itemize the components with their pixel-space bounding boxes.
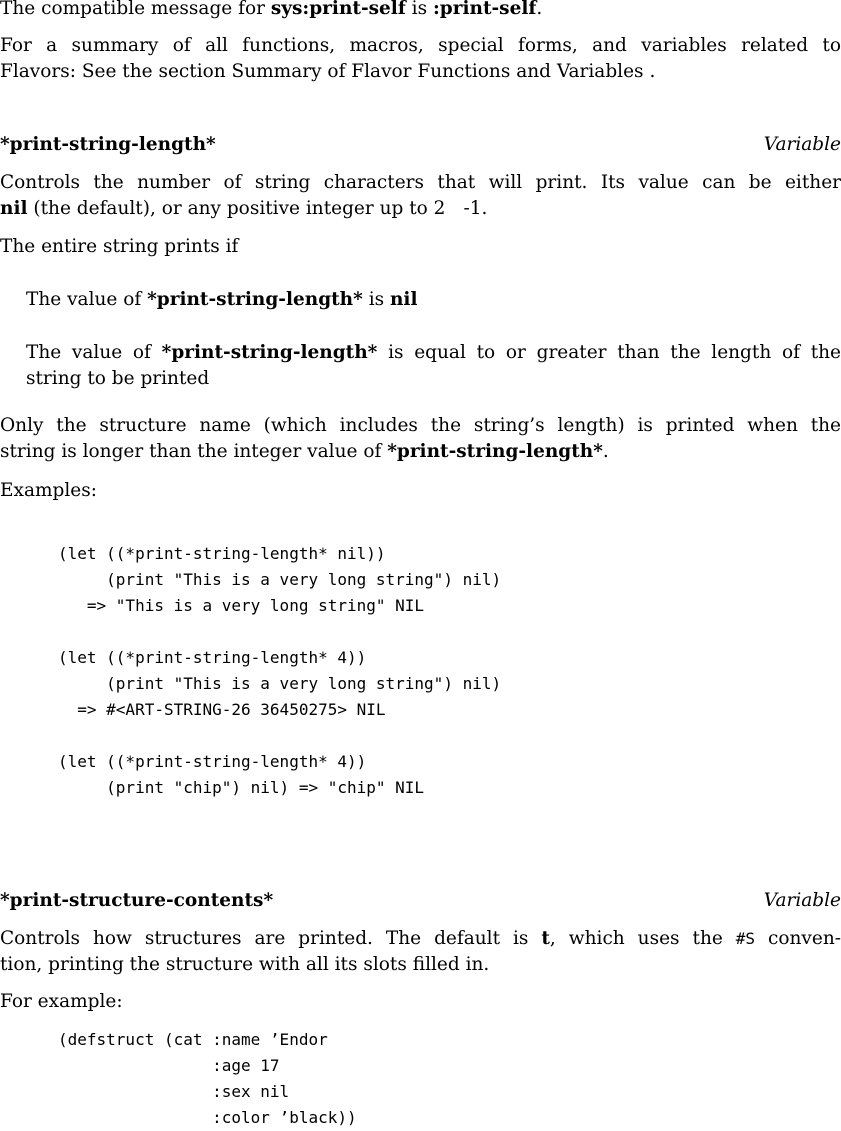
- code-line: => #<ART-STRING-26 36450275> NIL: [58, 700, 386, 719]
- for-example-label: For example:: [0, 991, 123, 1012]
- summary-line-1: For a summary of all functions, macros, special forms, and variables related to: [0, 35, 841, 56]
- entry1-para3-line1: Only the structure name (which includes the string’s length) is printed when the: [0, 415, 841, 436]
- entry1-bullet-2-line1: The value of *print-string-length* is equal to or greater than the length of the: [26, 342, 841, 363]
- code-line: :color ’black)): [58, 1108, 357, 1127]
- inline-code: #S: [735, 929, 756, 948]
- code-line: (let ((*print-string-length* nil)): [58, 544, 386, 563]
- entry1-para2: The entire string prints if: [0, 236, 239, 257]
- entry1-bullet-2-line2: string to be printed: [26, 368, 210, 389]
- compat-message-name: :print-self: [432, 0, 537, 19]
- entry2-para1-line2: tion, printing the structure with all its slots filled in.: [0, 954, 490, 975]
- entry-name: *print-structure-contents*: [0, 890, 274, 911]
- entry1-para3-line2: string is longer than the integer value of *print-string-length*.: [0, 441, 609, 462]
- compat-function-name: sys:print-self: [270, 0, 406, 19]
- code-line: (let ((*print-string-length* 4)): [58, 648, 367, 667]
- entry-kind: Variable: [763, 890, 841, 911]
- entry-kind: Variable: [763, 134, 841, 155]
- entry1-para1-line1: Controls the number of string characters that will print. Its value can be either: [0, 172, 841, 193]
- entry2-para1-line1: Controls how structures are printed. The default is t, which uses the #S conven-: [0, 928, 841, 949]
- code-line: :age 17: [58, 1056, 280, 1075]
- entry-name: *print-string-length*: [0, 134, 216, 155]
- code-line: (print "This is a very long string") nil): [58, 570, 502, 589]
- compat-message-line: The compatible message for sys:print-self is :print-self.: [0, 0, 543, 19]
- code-line: (let ((*print-string-length* 4)): [58, 752, 367, 771]
- code-line: :sex nil: [58, 1082, 290, 1101]
- entry1-bullet-1: The value of *print-string-length* is nil: [26, 289, 418, 310]
- code-line: (print "This is a very long string") nil): [58, 674, 502, 693]
- summary-line-2: Flavors: See the section Summary of Flavor Functions and Variables .: [0, 61, 656, 82]
- code-line: => "This is a very long string" NIL: [58, 596, 425, 615]
- examples-label: Examples:: [0, 480, 97, 501]
- code-line: (defstruct (cat :name ’Endor: [58, 1030, 328, 1049]
- entry-header-print-structure-contents: [0, 890, 841, 912]
- code-line: (print "chip") nil) => "chip" NIL: [58, 778, 425, 797]
- summary-section-link[interactable]: Summary of Flavor Functions and Variables: [231, 61, 650, 82]
- entry-header-print-string-length: [0, 134, 841, 156]
- entry1-para1-line2: nil (the default), or any positive integer up to 2 -1.: [0, 198, 488, 219]
